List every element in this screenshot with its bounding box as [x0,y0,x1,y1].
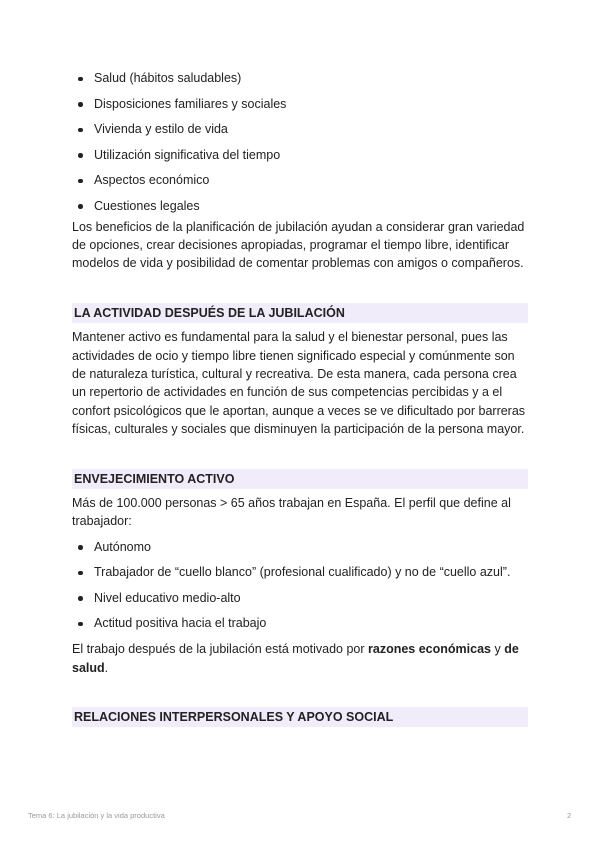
bullet-icon [78,128,83,133]
bullet-icon [78,622,83,627]
list-item: Aspectos económico [72,172,528,189]
bullet-icon [78,179,83,184]
section-heading-activity: LA ACTIVIDAD DESPUÉS DE LA JUBILACIÓN [72,303,528,323]
list-item: Actitud positiva hacia el trabajo [72,615,528,632]
list-item: Autónomo [72,539,528,556]
list-item: Vivienda y estilo de vida [72,121,528,138]
list-item: Trabajador de “cuello blanco” (profesional cualificado) y no de “cuello azul”. [72,564,528,581]
bold-health: de salud [72,642,519,675]
bullet-icon [78,596,83,601]
bullet-icon [78,571,83,576]
section-heading-active-aging: ENVEJECIMIENTO ACTIVO [72,469,528,489]
bullet-icon [78,545,83,550]
list-item: Cuestiones legales [72,198,528,215]
bullet-icon [78,204,83,209]
list-item: Disposiciones familiares y sociales [72,96,528,113]
list-item: Salud (hábitos saludables) [72,70,528,87]
list-item: Utilización significativa del tiempo [72,147,528,164]
bullet-icon [78,77,83,82]
worker-profile-list [72,539,528,633]
list-item: Nivel educativo medio-alto [72,590,528,607]
footer-title: Tema 6: La jubilación y la vida productiva [28,811,165,820]
page-number: 2 [567,811,572,820]
bold-economic-reasons: razones económicas [368,642,491,657]
planning-aspects-list [72,70,528,215]
motivation-paragraph: El trabajo después de la jubilación está motivado por razones económicas y de salud. [72,642,519,675]
section-heading-relations: RELACIONES INTERPERSONALES Y APOYO SOCIAL [72,707,528,727]
activity-paragraph: Mantener activo es fundamental para la salud y el bienestar personal, pues las actividades de ocio y tiempo libre tienen significado especial y comúnmente son de naturaleza turística, cultural y recreativa. De esta manera, cada persona crea un repertorio de actividades en función de sus competencias percibidas y a el confort psicológicos que le aportan, aunque a veces se ve dificultado por barreras físicas, culturales y sociales que disminuyen la participación de la persona mayor. [72,330,526,436]
bullet-icon [78,102,83,107]
active-aging-paragraph: Más de 100.000 personas > 65 años trabajan en España. El perfil que define al trabajador: [72,496,511,529]
page-content [72,70,528,727]
planning-benefits-paragraph: Los beneficios de la planificación de jubilación ayudan a considerar gran variedad de opciones, crear decisiones apropiadas, programar el tiempo libre, identificar modelos de vida y posibilidad de comentar problemas con amigos o compañeros. [72,219,525,271]
bullet-icon [78,153,83,158]
